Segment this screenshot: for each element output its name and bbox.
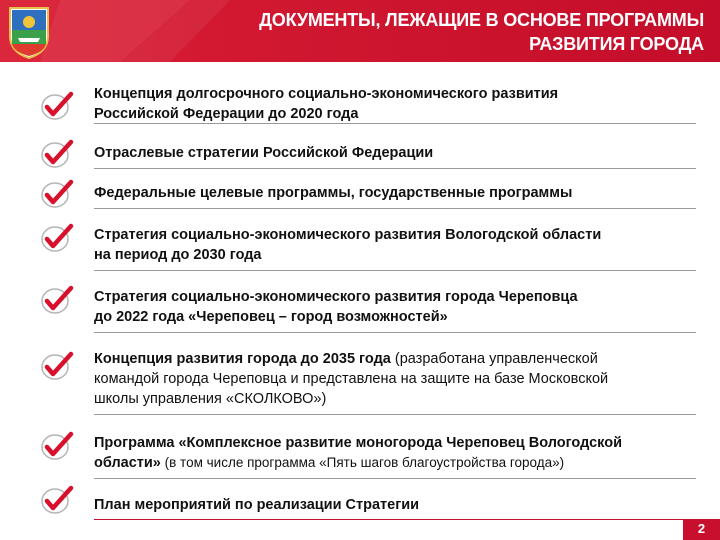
page-number: 2	[697, 521, 706, 536]
item-text	[94, 495, 696, 515]
list-item	[40, 183, 696, 209]
item-text	[94, 84, 696, 124]
red-checkmark-icon	[40, 179, 74, 209]
item-text-line: Стратегия социально-экономического развития Вологодской области	[94, 227, 602, 243]
footer-rule	[94, 519, 720, 520]
item-text-line: Программа «Комплексное развитие моногорода Череповец Вологодской	[94, 435, 623, 451]
list-item	[40, 349, 696, 415]
red-checkmark-icon	[40, 91, 74, 121]
item-text-line: (в том числе программа «Пять шагов благоустройства города»)	[160, 455, 565, 470]
separator-line	[94, 478, 696, 479]
item-text	[94, 183, 696, 203]
header-band	[0, 0, 720, 62]
title-line-1: ДОКУМЕНТЫ, ЛЕЖАЩИЕ В ОСНОВЕ ПРОГРАММЫ	[259, 10, 704, 30]
list-item	[40, 433, 696, 479]
separator-line	[94, 332, 696, 333]
red-checkmark-icon	[40, 223, 74, 253]
list-item	[40, 84, 696, 124]
separator-line	[94, 168, 696, 169]
item-text-line: Стратегия социально-экономического развития города Череповца	[94, 289, 578, 305]
red-checkmark-icon	[40, 139, 74, 169]
title-line-2: РАЗВИТИЯ ГОРОДА	[529, 34, 704, 54]
item-text	[94, 225, 696, 265]
red-checkmark-icon	[40, 285, 74, 315]
page-title	[184, 8, 704, 56]
item-text-line: Федеральные целевые программы, государственные программы	[94, 185, 573, 201]
item-text-line: на период до 2030 года	[94, 247, 262, 263]
item-text	[94, 349, 696, 409]
item-text-line: Российской Федерации до 2020 года	[94, 106, 359, 122]
red-checkmark-icon	[40, 351, 74, 381]
item-text-line: командой города Череповца и представлена на защите на базе Московской	[94, 371, 609, 387]
item-text-line: области»	[94, 455, 161, 471]
item-text	[94, 143, 696, 163]
item-text-line: (разработана управленческой	[390, 351, 598, 367]
item-text-line: Концепция долгосрочного социально-экономического развития	[94, 86, 559, 102]
list-item	[40, 287, 696, 333]
item-text-line: План мероприятий по реализации Стратегии	[94, 497, 420, 513]
item-text-line: Концепция развития города до 2035 года	[94, 351, 391, 367]
red-checkmark-icon	[40, 431, 74, 461]
separator-line	[94, 123, 696, 124]
item-text-line: школы управления «СКОЛКОВО»)	[94, 391, 327, 407]
separator-line	[94, 208, 696, 209]
item-text	[94, 433, 696, 473]
list-item	[40, 495, 696, 517]
city-coat-of-arms-icon	[4, 4, 54, 60]
list-item	[40, 225, 696, 271]
separator-line	[94, 270, 696, 271]
item-text	[94, 287, 696, 327]
item-text-line: до 2022 года «Череповец – город возможностей»	[94, 309, 448, 325]
item-text-line: Отраслевые стратегии Российской Федерации	[94, 145, 434, 161]
page-number-badge	[683, 520, 720, 540]
red-checkmark-icon	[40, 485, 74, 515]
list-item	[40, 143, 696, 169]
separator-line	[94, 414, 696, 415]
